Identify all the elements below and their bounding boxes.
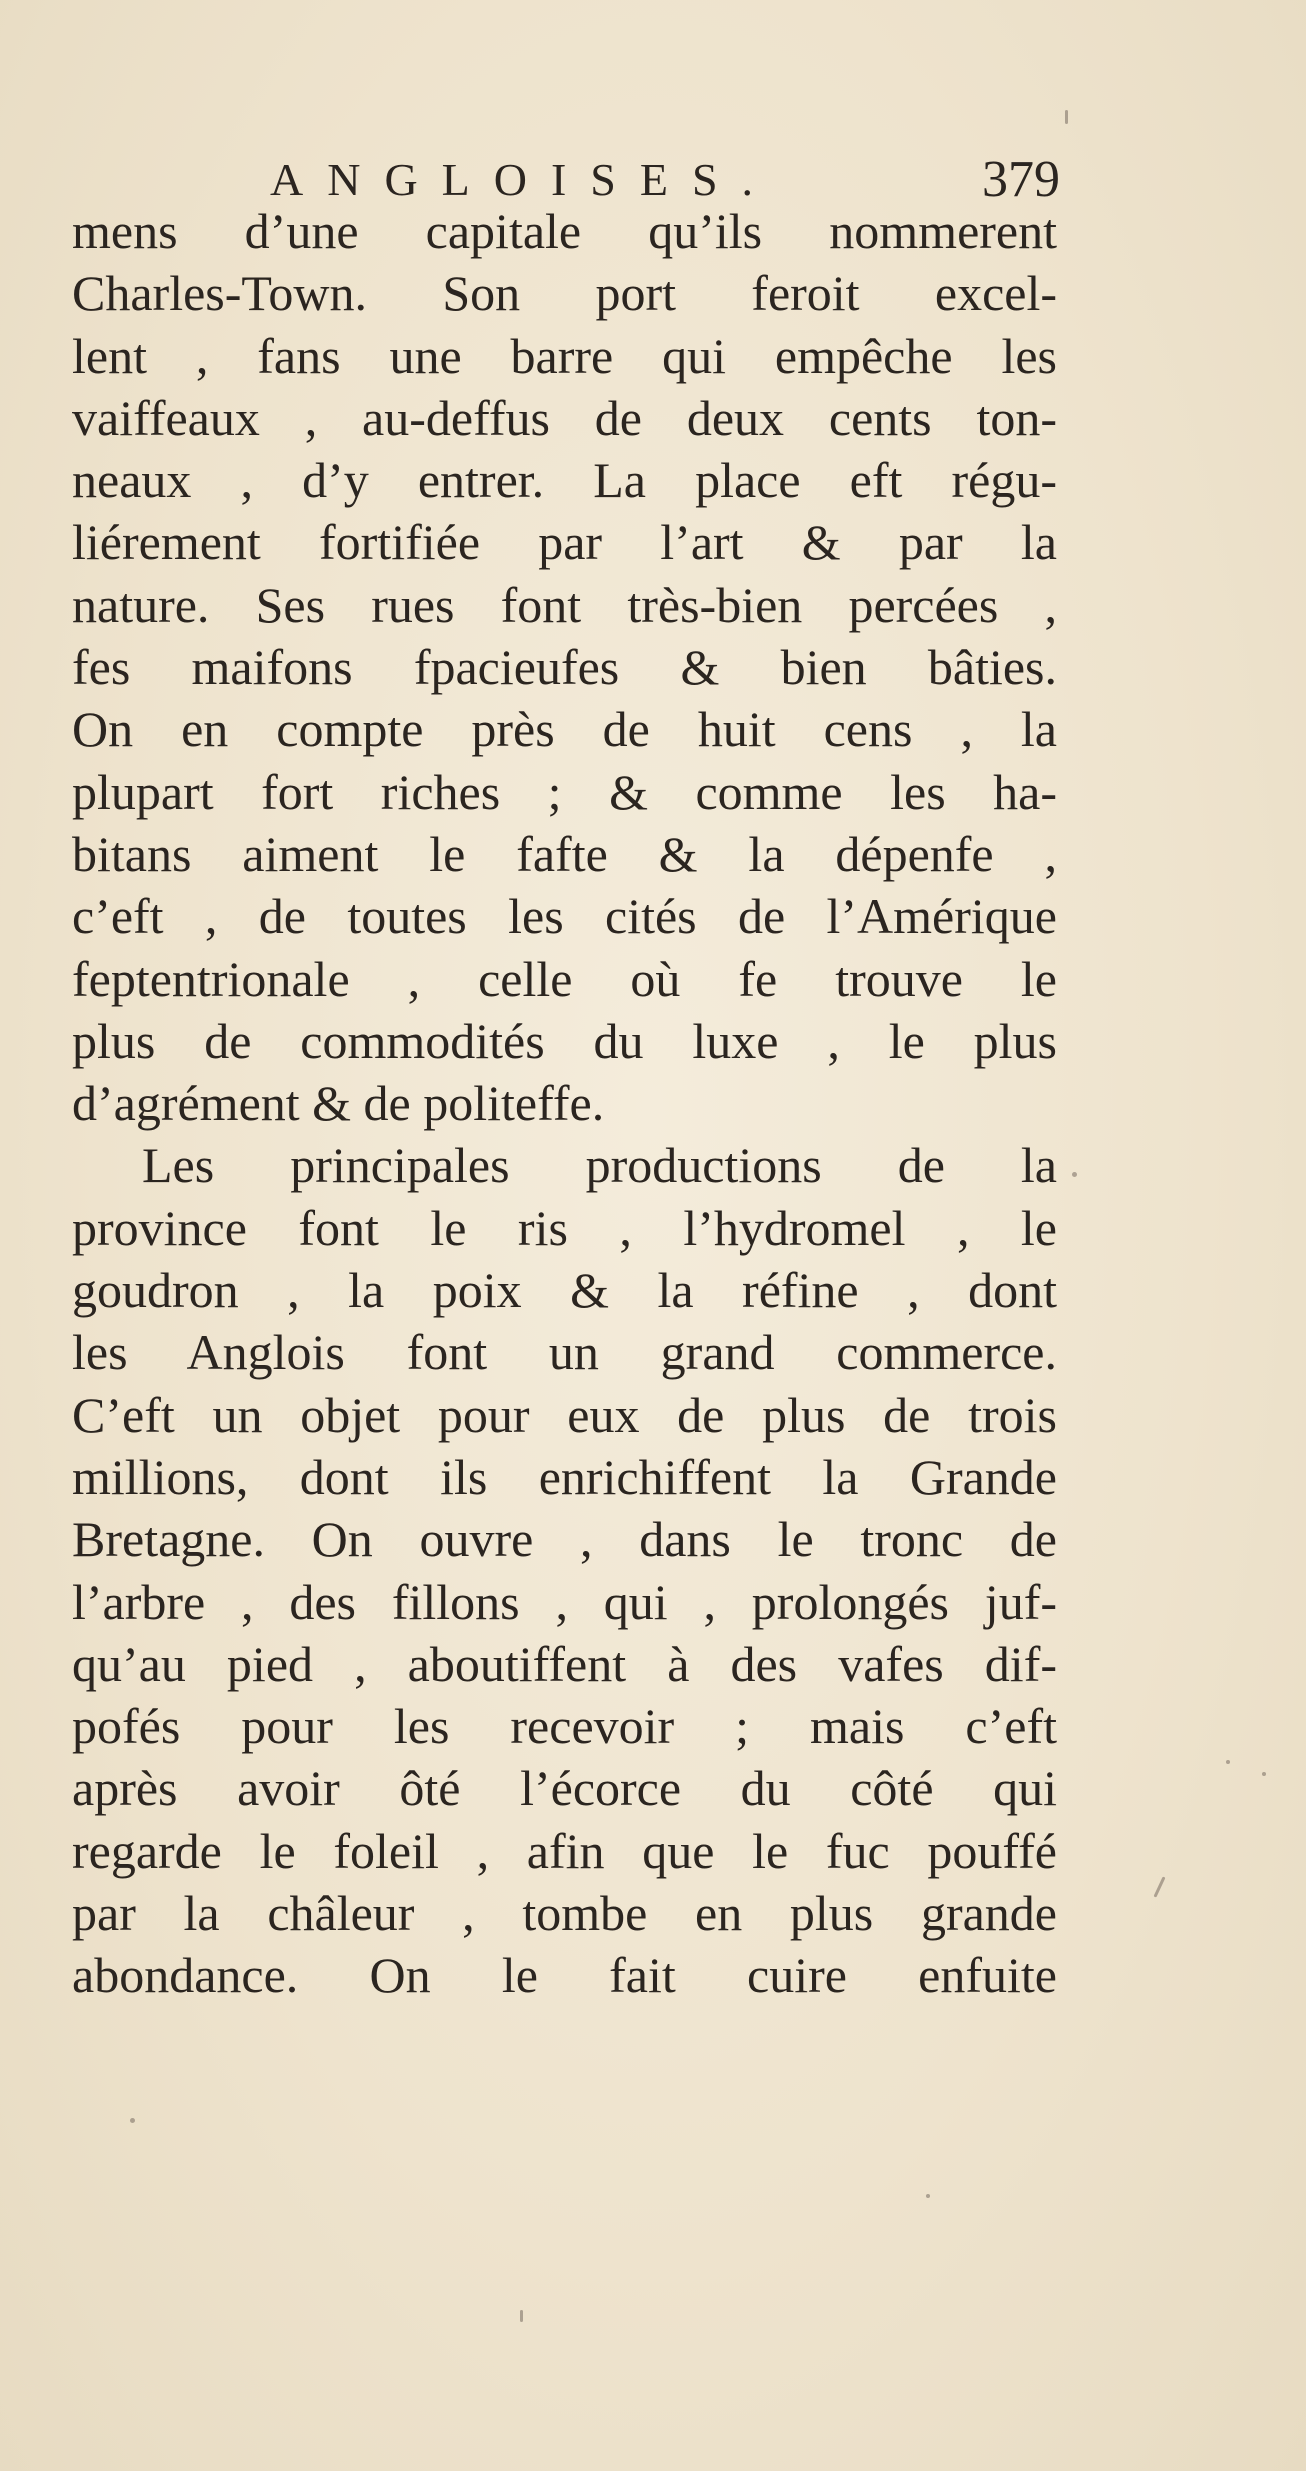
paper-speck: [1072, 1172, 1077, 1177]
text-line: mens d’une capitale qu’ils nommerent: [72, 203, 1057, 259]
text-line: vaiffeaux , au-deffus de deux cents ton-: [72, 389, 1057, 446]
text-line: plus de commodités du luxe , le plus: [72, 1012, 1057, 1069]
running-title: ANGLOISES.: [270, 154, 778, 205]
text-line: liérement fortifiée par l’art & par la: [72, 514, 1057, 571]
page-number: 379: [982, 151, 1060, 208]
text-line: pofés pour les recevoir ; mais c’eft: [72, 1698, 1057, 1755]
text-line: lent , fans une barre qui empêche les: [72, 327, 1057, 384]
text-line: Charles-Town. Son port feroit excel-: [72, 265, 1057, 322]
text-line: par la châleur , tombe en plus grande: [72, 1885, 1057, 1942]
text-line: regarde le foleil , afin que le fuc pouffé: [72, 1822, 1057, 1879]
text-line: abondance. On le fait cuire enfuite: [72, 1947, 1057, 2004]
text-line: les Anglois font un grand commerce.: [72, 1324, 1057, 1381]
text-line: bitans aiment le fafte & la dépenfe ,: [72, 825, 1057, 882]
text-line: c’eft , de toutes les cités de l’Amérique: [72, 888, 1057, 945]
paper-speck: [1065, 110, 1068, 124]
text-line: Bretagne. On ouvre , dans le tronc de: [72, 1511, 1057, 1568]
paper-speck: [1262, 1772, 1266, 1776]
text-line: qu’au pied , aboutiffent à des vafes dif-: [72, 1635, 1057, 1692]
paragraph-start-line: Les principales productions de la: [142, 1137, 1057, 1194]
paper-speck: [1153, 1876, 1165, 1897]
text-line: l’arbre , des fillons , qui , prolongés juf-: [72, 1573, 1057, 1630]
text-line: neaux , d’y entrer. La place eft régu-: [72, 452, 1057, 509]
body-text: [72, 200, 1057, 2007]
paper-speck: [130, 2118, 135, 2123]
text-line: fes maifons fpacieufes & bien bâties.: [72, 639, 1057, 696]
text-line: C’eft un objet pour eux de plus de trois: [72, 1386, 1057, 1443]
text-line: On en compte près de huit cens , la: [72, 701, 1057, 758]
text-line: nature. Ses rues font très-bien percées ,: [72, 576, 1057, 633]
paper-speck: [926, 2194, 930, 2198]
text-line: goudron , la poix & la réfine , dont: [72, 1262, 1057, 1319]
paragraph-end-line: d’agrément & de politeffe.: [72, 1075, 605, 1132]
paper-speck: [1226, 1760, 1230, 1764]
paper-speck: [520, 2310, 523, 2322]
text-line: millions, dont ils enrichiffent la Grande: [72, 1448, 1057, 1505]
text-line: feptentrionale , celle où fe trouve le: [72, 950, 1057, 1007]
text-line: après avoir ôté l’écorce du côté qui: [72, 1760, 1057, 1817]
text-line: plupart fort riches ; & comme les ha-: [72, 763, 1057, 820]
text-line: province font le ris , l’hydromel , le: [72, 1199, 1057, 1256]
